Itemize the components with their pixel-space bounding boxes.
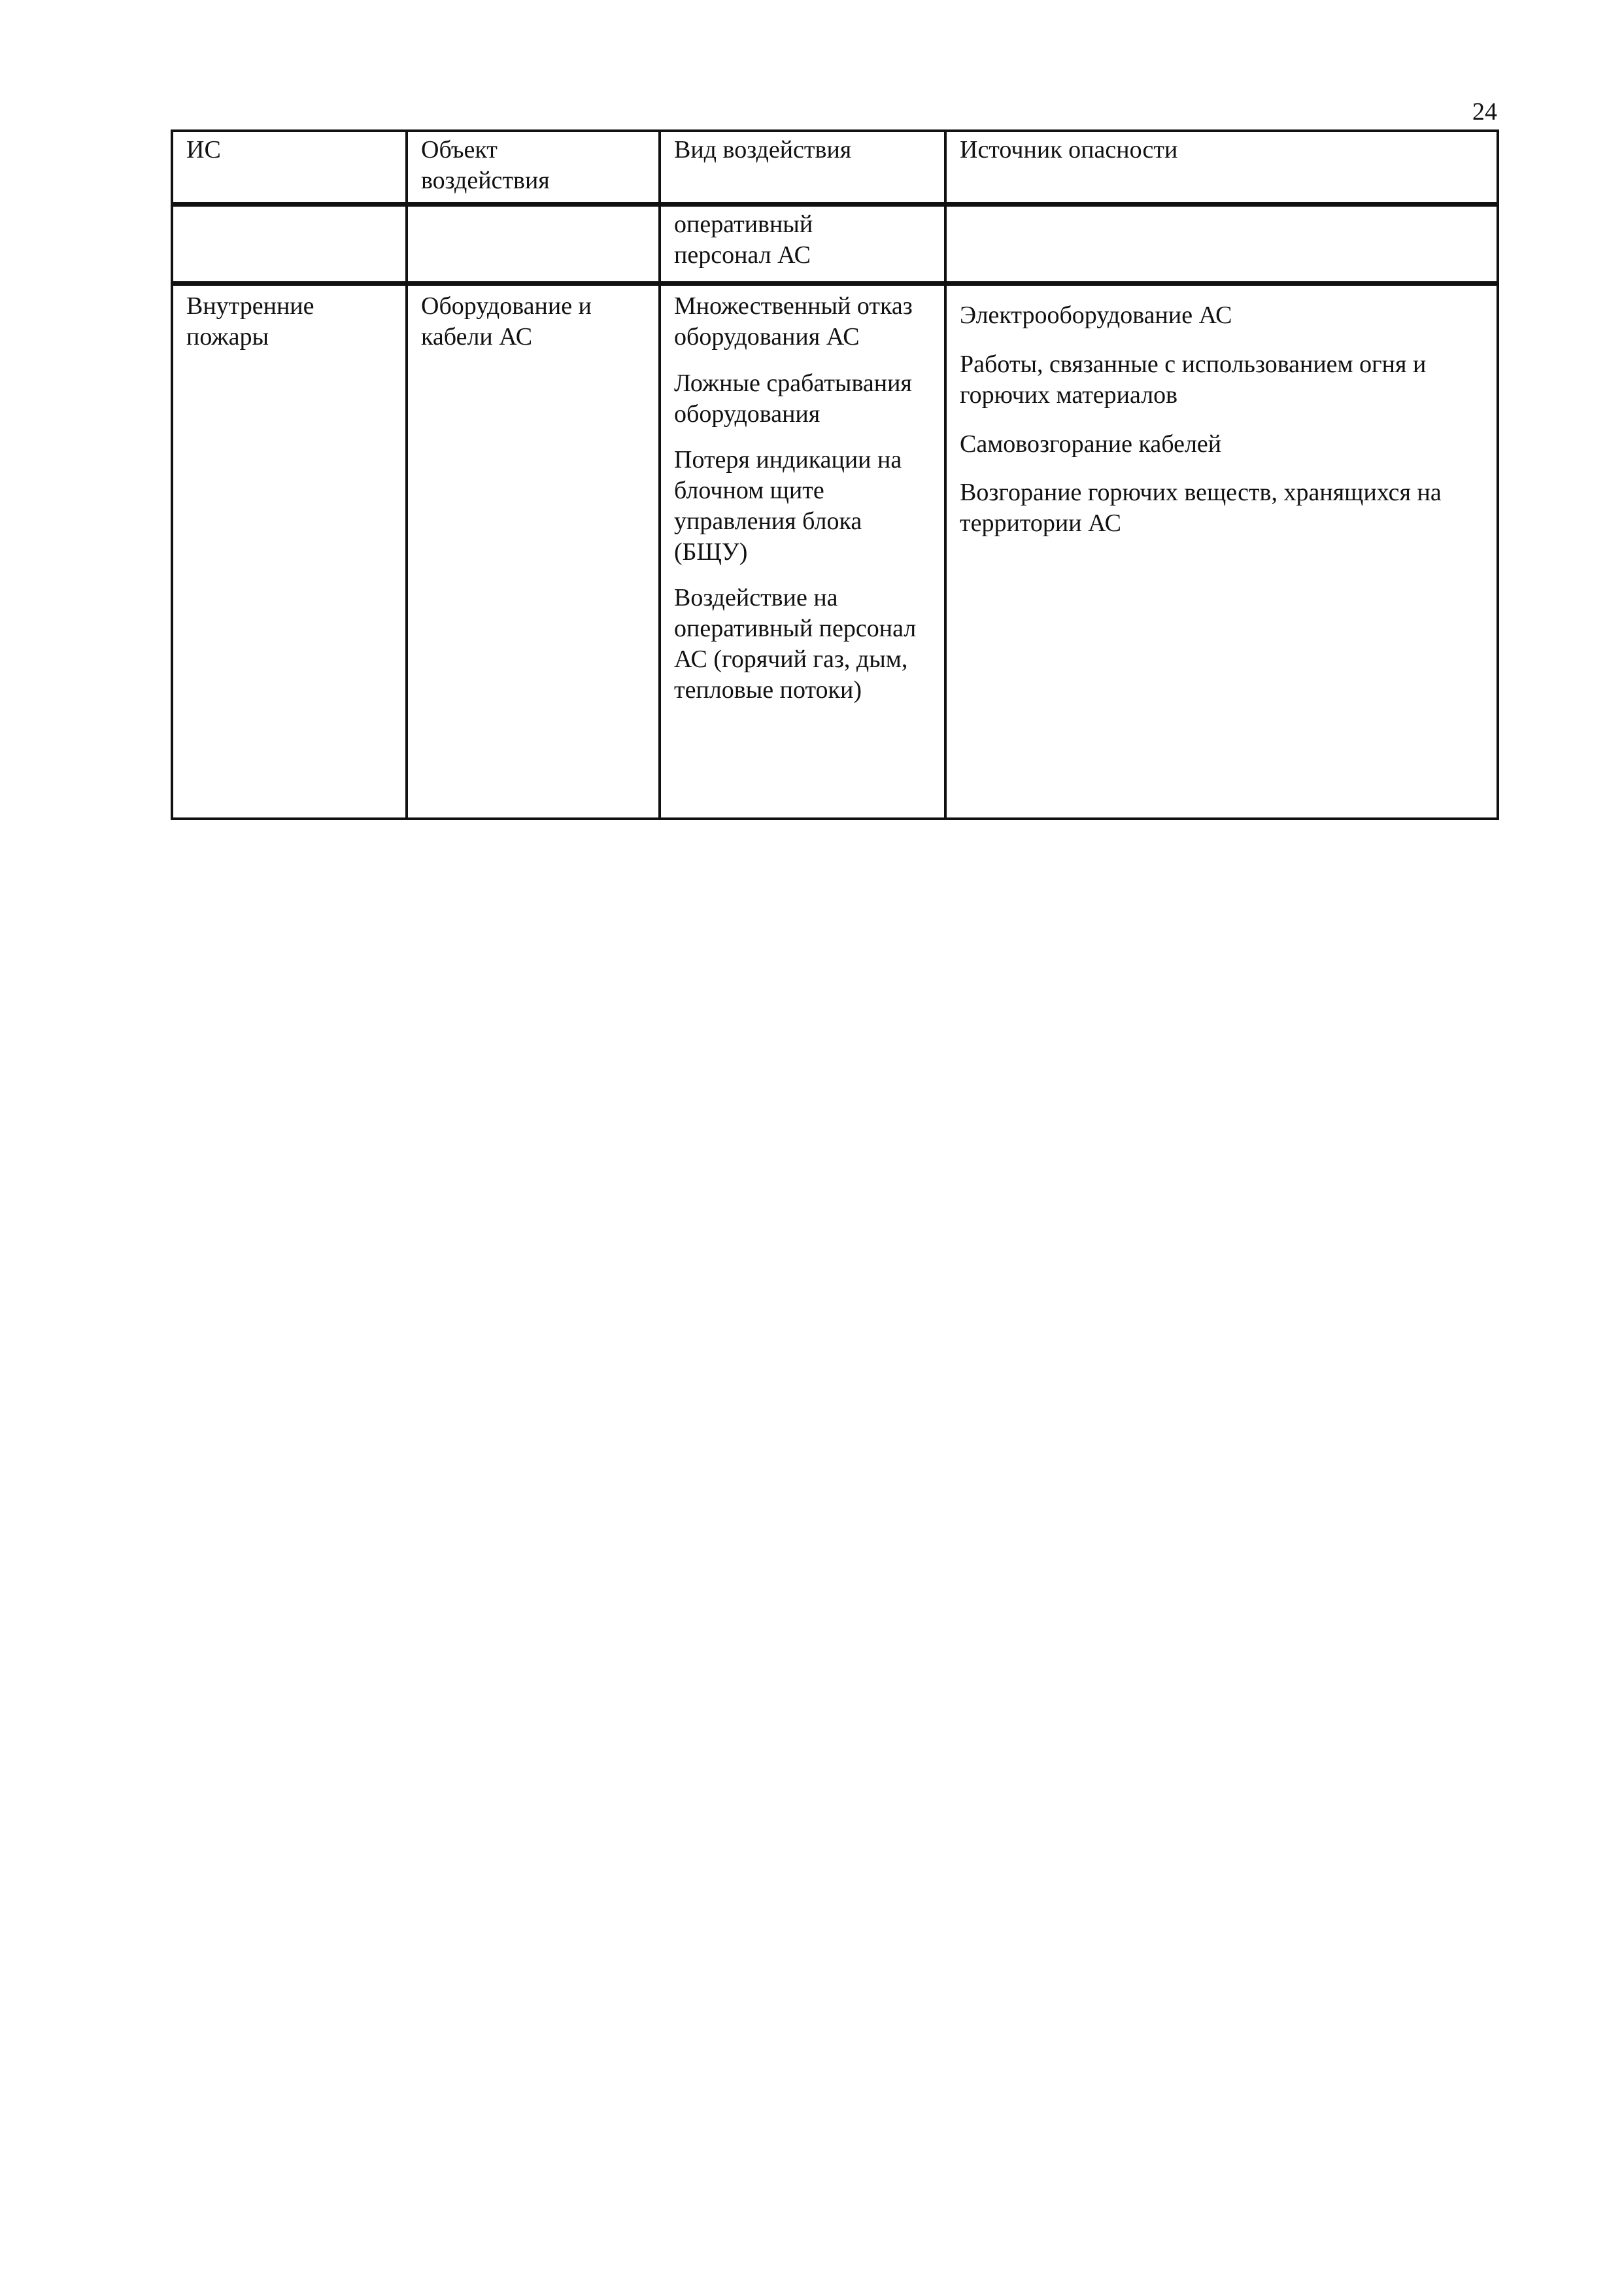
header-object-line-1: Объект bbox=[421, 136, 498, 163]
cell-impact-type bbox=[660, 284, 945, 819]
table-row bbox=[172, 284, 1498, 819]
page-number: 24 bbox=[1472, 98, 1497, 126]
header-object-line-2: воздействия bbox=[421, 166, 550, 194]
header-is bbox=[172, 131, 407, 205]
table-row bbox=[172, 205, 1498, 284]
header-impact-type-label: Вид воздействия bbox=[674, 136, 852, 163]
cell-object-empty bbox=[407, 205, 660, 284]
header-impact-type bbox=[660, 131, 945, 205]
impact-item: Воздействие на оперативный персонал АС (горячий газ, дым, тепловые потоки) bbox=[674, 584, 917, 704]
cell-is-empty bbox=[172, 205, 407, 284]
header-hazard-source bbox=[945, 131, 1498, 205]
impact-item: Ложные срабатывания оборудования bbox=[674, 369, 912, 428]
cell-source-empty bbox=[945, 205, 1498, 284]
impact-continuation-line-2: персонал АС bbox=[674, 241, 811, 269]
table-header-row bbox=[172, 131, 1498, 205]
object-line-2: кабели АС bbox=[421, 323, 533, 351]
object-line-1: Оборудование и bbox=[421, 292, 592, 320]
cell-hazard-source bbox=[945, 284, 1498, 819]
header-object bbox=[407, 131, 660, 205]
source-item: Возгорание горючих веществ, хранящихся на территории АС bbox=[960, 479, 1442, 538]
header-hazard-source-label: Источник опасности bbox=[960, 136, 1178, 163]
impact-continuation-line-1: оперативный bbox=[674, 211, 813, 239]
is-line-2: пожары bbox=[186, 323, 269, 351]
is-line-1: Внутренние bbox=[186, 292, 314, 320]
impact-item: Потеря индикации на блочном щите управления блока (БЩУ) bbox=[674, 446, 902, 566]
impact-item: Множественный отказ оборудования АС bbox=[674, 292, 913, 351]
header-is-label: ИС bbox=[186, 136, 221, 163]
hazard-table bbox=[171, 129, 1499, 820]
cell-impact-continuation bbox=[660, 205, 945, 284]
cell-is bbox=[172, 284, 407, 819]
source-item: Электрооборудование АС bbox=[960, 301, 1232, 330]
source-item: Работы, связанные с использованием огня и горючих материалов bbox=[960, 351, 1427, 409]
cell-object bbox=[407, 284, 660, 819]
source-item: Самовозгорание кабелей bbox=[960, 430, 1222, 458]
